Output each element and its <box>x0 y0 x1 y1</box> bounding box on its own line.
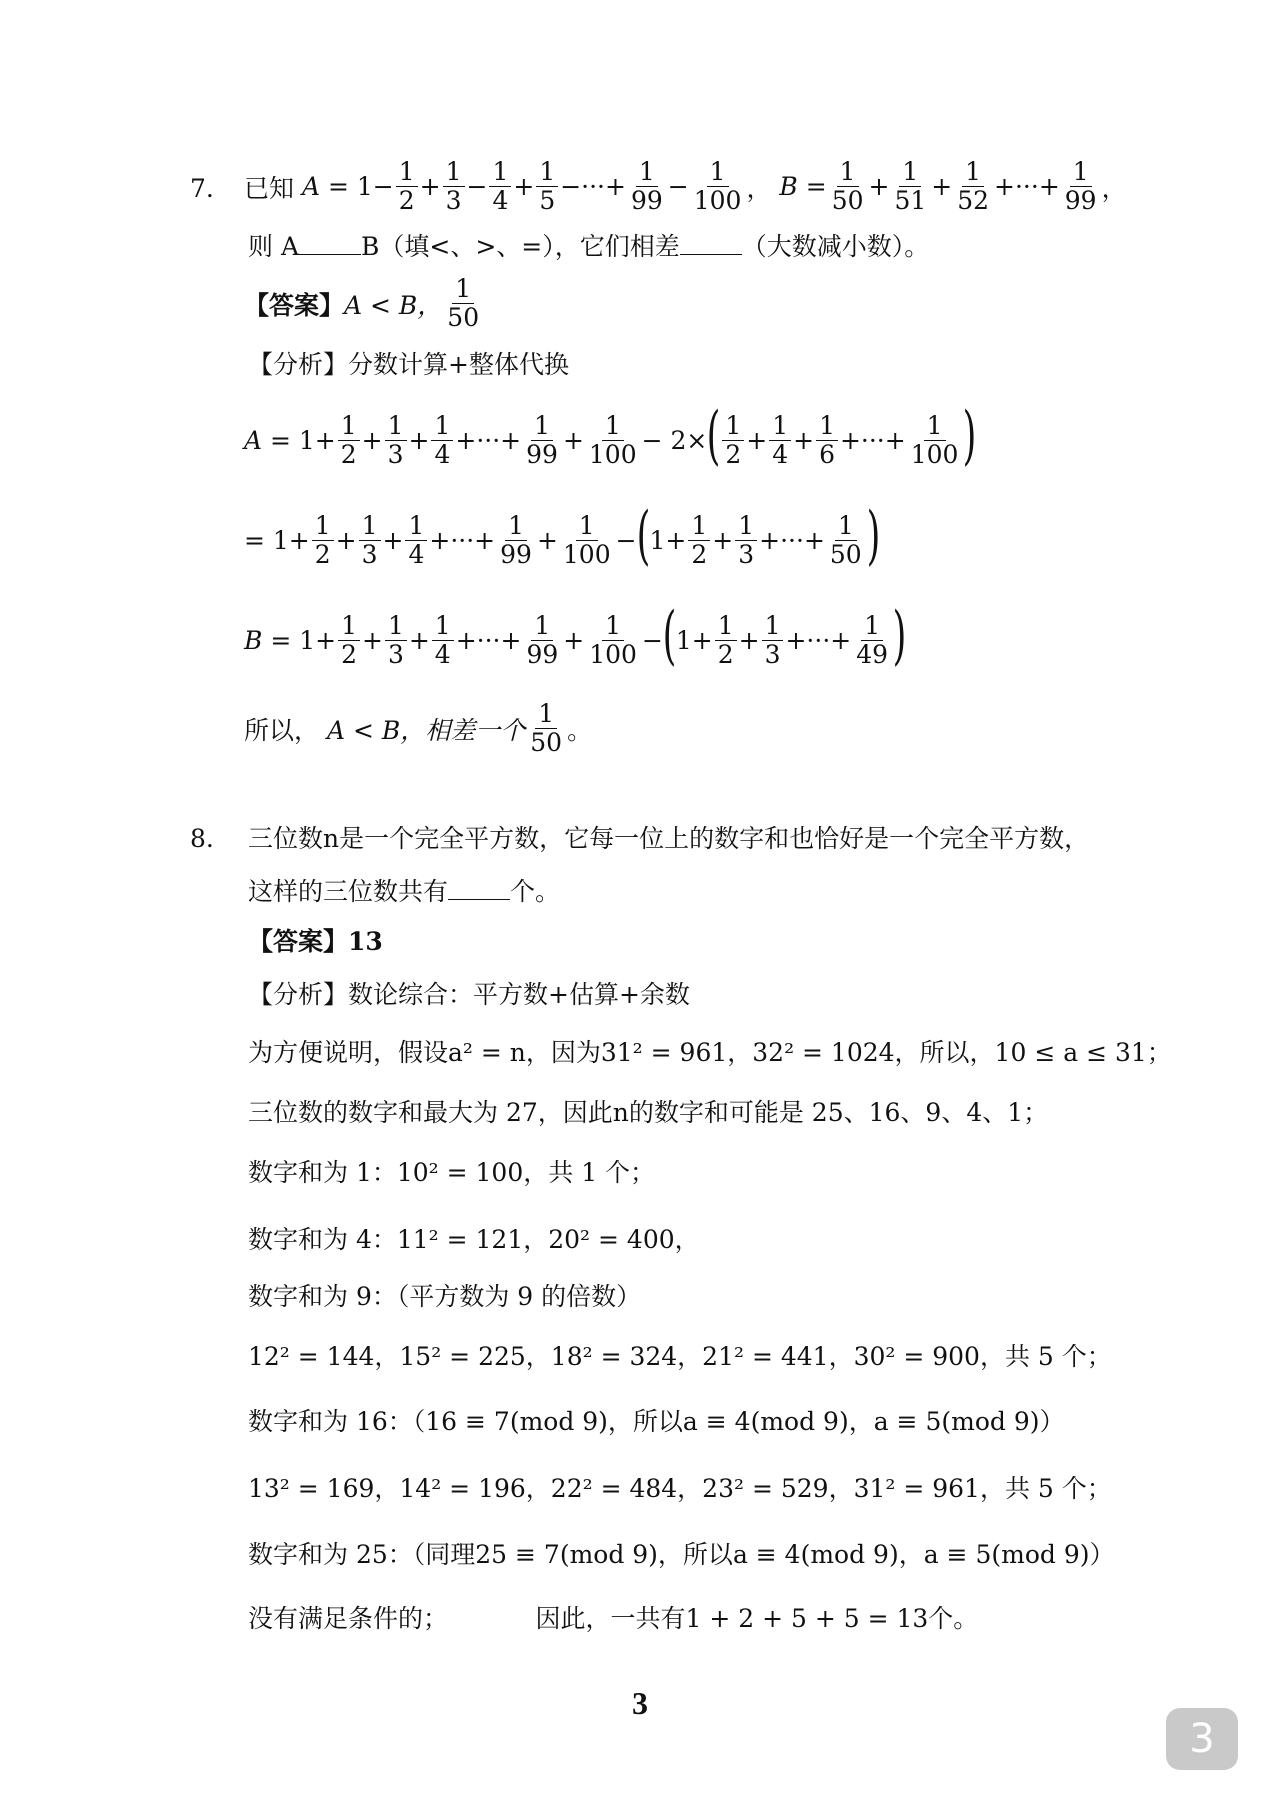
answer-label: 【答案】 <box>248 927 349 956</box>
page-number: 3 <box>632 1685 648 1721</box>
conclusion-text: 所以， <box>244 715 320 745</box>
analysis-text: 数论综合：平方数+估算+余数 <box>348 980 690 1009</box>
analysis-line: 数字和为 16：（16 ≡ 7(mod 9)，所以a ≡ 4(mod 9)，a ≡ 5(mod 9)） <box>248 1407 1065 1436</box>
answer-blank <box>448 877 510 900</box>
analysis-line: 没有满足条件的； 因此，一共有1 + 2 + 5 + 5 = 13个。 <box>248 1604 979 1633</box>
stem-prefix: 已知 <box>244 173 295 203</box>
q7-formula-a-step2: = 1+ $\frac{1}{2}$ + $\frac{1}{3}$ + $\frac{1}{4}$ +···+ $\frac{1}{99}$ + $\frac{1}{100}$ − ( 1+ $\frac{1}{2}$ + $\frac{1}{3}$ +···+ $\frac{1}{50}$ ) <box>244 499 881 573</box>
conclusion-text: A < B，相差一个 <box>326 715 526 745</box>
question-7-stem-formula: 已知 A = 1− $\frac{1}{2}$ + $\frac{1}{3}$ − $\frac{1}{4}$ + $\frac{1}{5}$ −···+ $\frac{1}{99}$ − $\frac{1}{100}$ ， B = $\frac{1}{50}$ + $\frac{1}{51}$ + $\frac{1}{52}$ +···+ $\frac{1}{99}$ ， <box>244 157 1127 215</box>
conclusion-text: 。 <box>567 715 593 745</box>
analysis-line: 数字和为 4：11² = 121，20² = 400， <box>248 1225 700 1254</box>
analysis-line: 12² = 144，15² = 225，18² = 324，21² = 441，30² = 900，共 5 个； <box>248 1342 1112 1371</box>
question-8-number: 8. <box>190 824 214 853</box>
stem-text: B（填<、>、=），它们相差 <box>361 232 680 261</box>
analysis-line: 13² = 169，14² = 196，22² = 484，23² = 529，31² = 961，共 5 个； <box>248 1474 1112 1503</box>
analysis-line: 三位数的数字和最大为 27，因此n的数字和可能是 25、16、9、4、1； <box>248 1098 1049 1127</box>
question-8-analysis <box>248 978 690 1012</box>
analysis-line: 数字和为 1：10² = 100，共 1 个； <box>248 1158 656 1187</box>
question-7-number: 7. <box>190 174 214 203</box>
question-7-analysis <box>248 348 569 382</box>
analysis-text: 分数计算+整体代换 <box>348 350 569 379</box>
analysis-line: 数字和为 9：（平方数为 9 的倍数） <box>248 1282 642 1311</box>
stem-text: 这样的三位数共有 <box>248 877 449 906</box>
question-8-answer <box>248 925 383 959</box>
q7-conclusion: 所以， A < B，相差一个 $\frac{1}{50}$ 。 <box>244 699 593 757</box>
stem-text: 则 A <box>248 232 300 261</box>
page-badge: 3 <box>1166 1708 1238 1770</box>
answer-value: 13 <box>348 927 383 956</box>
stem-text: （大数减小数）。 <box>741 232 930 261</box>
q7-formula-b: B = 1+ $\frac{1}{2}$ + $\frac{1}{3}$ + $\frac{1}{4}$ +···+ $\frac{1}{99}$ + $\frac{1}{100}$ − ( 1+ $\frac{1}{2}$ + $\frac{1}{3}$ +···+ $\frac{1}{49}$ ) <box>244 599 907 673</box>
answer-blank <box>680 232 742 255</box>
question-7-stem-line2 <box>248 230 929 264</box>
answer-label: 【答案】 <box>244 290 345 320</box>
answer-blank <box>299 232 361 255</box>
question-7-answer: 【答案】 A < B， $\frac{1}{50}$ <box>244 274 480 332</box>
answer-text: A < B， <box>344 290 443 320</box>
question-8-stem-line2 <box>248 875 560 909</box>
analysis-label: 【分析】 <box>248 350 349 379</box>
analysis-label: 【分析】 <box>248 980 349 1009</box>
analysis-line: 为方便说明，假设a² = n，因为31² = 961，32² = 1024，所以，10 ≤ a ≤ 31； <box>248 1038 1172 1067</box>
question-8-stem-line1: 三位数n是一个完全平方数，它每一位上的数字和也恰好是一个完全平方数， <box>248 824 1090 853</box>
analysis-line: 数字和为 25：（同理25 ≡ 7(mod 9)，所以a ≡ 4(mod 9)，a ≡ 5(mod 9)） <box>248 1540 1115 1569</box>
stem-text: 个。 <box>510 877 561 906</box>
q7-formula-a: A = 1+ $\frac{1}{2}$ + $\frac{1}{3}$ + $\frac{1}{4}$ +···+ $\frac{1}{99}$ + $\frac{1}{100}$ − 2× ( $\frac{1}{2}$ + $\frac{1}{4}$ + $\frac{1}{6}$ +···+ $\frac{1}{100}$ ) <box>244 399 977 473</box>
